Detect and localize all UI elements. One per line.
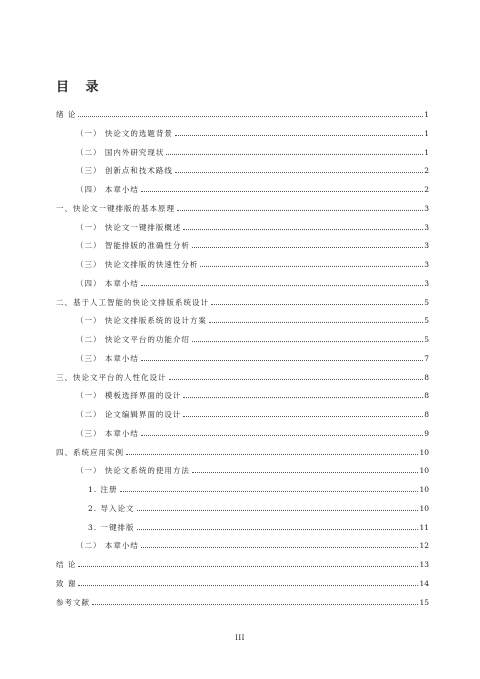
toc-dot-leader — [92, 602, 418, 605]
toc-entry-label: 三、快论文平台的人性化设计 — [56, 372, 167, 382]
toc-entry[interactable] — [56, 387, 429, 401]
toc-entry-page-number: 3 — [424, 278, 429, 288]
toc-entry-page-number: 8 — [424, 372, 429, 382]
toc-entry-page-number: 8 — [424, 391, 429, 401]
toc-entry-page-number: 8 — [424, 410, 429, 419]
toc-dot-leader — [175, 133, 423, 136]
toc-dot-leader — [78, 583, 418, 586]
toc-entry-page-number: 2 — [424, 185, 429, 194]
toc-entry[interactable] — [56, 537, 429, 551]
toc-entry-label: （一） 快论文一键排版概述 — [76, 222, 182, 232]
toc-entry[interactable] — [56, 237, 429, 251]
toc-dot-leader — [209, 320, 423, 323]
toc-dot-leader — [141, 283, 423, 286]
toc-entry-label: 参考文献 — [56, 597, 90, 607]
toc-entry[interactable] — [56, 575, 429, 589]
toc-entry[interactable] — [56, 219, 429, 233]
toc-entry-page-number: 7 — [424, 353, 429, 363]
toc-entry[interactable] — [56, 256, 429, 270]
toc-dot-leader — [78, 564, 418, 567]
toc-entry-page-number: 5 — [424, 335, 429, 344]
toc-entry[interactable] — [56, 369, 429, 383]
toc-entry-label: 二、基于人工智能的快论文排版系统设计 — [56, 297, 209, 307]
toc-dot-leader — [192, 470, 419, 473]
toc-entry-page-number: 10 — [419, 466, 429, 476]
toc-entry-label: 结 论 — [56, 560, 77, 569]
toc-entry-page-number: 5 — [424, 316, 429, 326]
toc-entry-page-number: 10 — [419, 485, 429, 494]
toc-entry-label: 绪 论 — [56, 110, 77, 119]
toc-entry[interactable] — [56, 350, 429, 364]
toc-entry-page-number: 10 — [419, 447, 429, 457]
toc-entry[interactable] — [56, 312, 429, 326]
toc-entry[interactable] — [56, 425, 429, 439]
toc-entry-page-number: 5 — [424, 297, 429, 307]
toc-entry-label: （三） 创新点和技术路线 — [76, 166, 173, 176]
toc-entry-page-number: 9 — [424, 428, 429, 438]
toc-dot-leader — [177, 208, 423, 211]
toc-entry-label: 一、快论文一键排版的基本原理 — [56, 203, 175, 213]
toc-entry-label: （二） 论文编辑界面的设计 — [76, 410, 182, 419]
toc-dot-leader — [141, 545, 419, 548]
toc-entry-page-number: 3 — [424, 241, 429, 251]
toc-dot-leader — [137, 527, 419, 530]
toc-entry-label: （一） 快论文系统的使用方法 — [76, 466, 190, 476]
toc-entry[interactable] — [56, 275, 429, 289]
toc-entry[interactable] — [56, 162, 429, 176]
toc-dot-leader — [211, 302, 423, 305]
toc-entry-label: （三） 本章小结 — [76, 353, 139, 363]
toc-entry-label: （一） 快论文的选题背景 — [76, 128, 173, 138]
toc-entry-page-number: 10 — [419, 503, 429, 513]
toc-entry-label: 四、系统应用实例 — [56, 447, 124, 457]
page-number-footer: III — [235, 634, 245, 642]
toc-entry-label: （一） 快论文排版系统的设计方案 — [76, 316, 207, 326]
toc-entry-label: 1. 注册 — [88, 485, 118, 494]
toc-entry[interactable] — [56, 331, 429, 345]
toc-entry[interactable] — [56, 294, 429, 308]
toc-dot-leader — [78, 114, 423, 117]
toc-dot-leader — [141, 189, 423, 192]
toc-dot-leader — [141, 433, 423, 436]
toc-entry[interactable] — [56, 500, 429, 514]
toc-entry-label: 3. 一键排版 — [88, 522, 135, 532]
toc-dot-leader — [192, 339, 423, 342]
toc-entry-page-number: 3 — [424, 222, 429, 232]
toc-entry[interactable] — [56, 519, 429, 533]
toc-entry-page-number: 11 — [419, 522, 429, 532]
toc-entry[interactable] — [56, 556, 429, 570]
toc-entry-label: （二） 智能排版的准确性分析 — [76, 241, 190, 251]
toc-entry-label: （四） 本章小结 — [76, 278, 139, 288]
toc-dot-leader — [120, 489, 419, 492]
toc-dot-leader — [126, 452, 418, 455]
toc-dot-leader — [183, 395, 423, 398]
toc-entry-page-number: 1 — [424, 110, 429, 119]
toc-dot-leader — [200, 264, 423, 267]
page-title: 目 录 — [56, 80, 105, 95]
toc-dot-leader — [166, 152, 423, 155]
toc-entry[interactable] — [56, 462, 429, 476]
toc-dot-leader — [169, 377, 424, 380]
toc-entry-label: （三） 快论文排版的快速性分析 — [76, 260, 199, 269]
toc-entry-label: （一） 模板选择界面的设计 — [76, 391, 182, 401]
toc-entry-label: （四） 本章小结 — [76, 185, 139, 194]
toc-dot-leader — [141, 358, 423, 361]
toc-entry[interactable] — [56, 106, 429, 120]
toc-entry-page-number: 3 — [424, 203, 429, 213]
toc-entry[interactable] — [56, 181, 429, 195]
toc-entry-page-number: 15 — [419, 597, 429, 607]
toc-dot-leader — [183, 227, 423, 230]
toc-entry-page-number: 12 — [419, 541, 429, 551]
toc-entry[interactable] — [56, 594, 429, 608]
toc-entry[interactable] — [56, 481, 429, 495]
toc-entry-page-number: 1 — [424, 128, 429, 138]
toc-entry[interactable] — [56, 444, 429, 458]
toc-entry-page-number: 14 — [419, 578, 429, 588]
toc-dot-leader — [192, 245, 423, 248]
toc-entry-label: 致 谢 — [56, 578, 77, 588]
toc-entry[interactable] — [56, 406, 429, 420]
toc-dot-leader — [183, 414, 423, 417]
toc-entry-page-number: 2 — [424, 166, 429, 176]
toc-entry[interactable] — [56, 144, 429, 158]
toc-entry-page-number: 1 — [424, 147, 429, 157]
toc-entry-label: （二） 本章小结 — [76, 541, 139, 551]
toc-dot-leader — [137, 508, 419, 511]
toc-entry-label: （二） 国内外研究现状 — [76, 147, 165, 157]
toc-entry-label: 2. 导入论文 — [88, 503, 135, 513]
toc-entry-label: （二） 快论文平台的功能介绍 — [76, 335, 190, 344]
toc-entry-label: （三） 本章小结 — [76, 428, 139, 438]
toc-entry-page-number: 3 — [424, 260, 429, 269]
toc-entry[interactable] — [56, 200, 429, 214]
toc-entry[interactable] — [56, 125, 429, 139]
toc-entry-page-number: 13 — [419, 560, 429, 569]
toc-dot-leader — [175, 170, 423, 173]
